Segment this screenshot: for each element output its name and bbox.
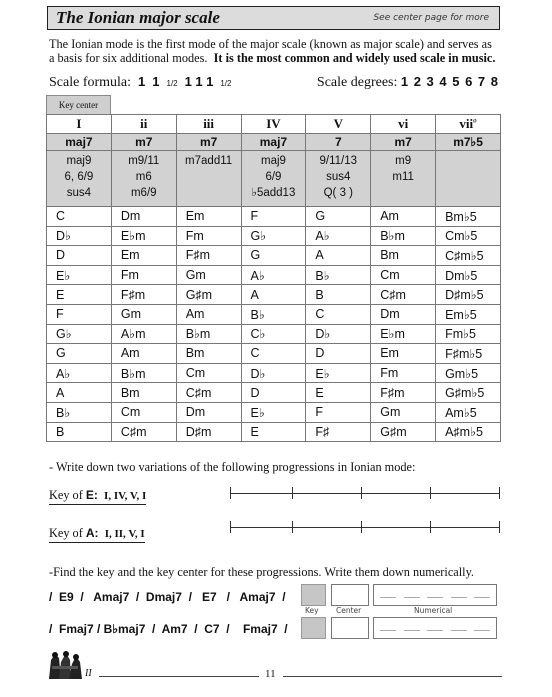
timeline-tick (292, 521, 293, 533)
chord-cell: Em♭5 (436, 304, 501, 324)
chord-cell: F♯m♭5 (436, 344, 501, 364)
chord-cell: Cm (371, 265, 436, 285)
chord-cell: A♯m♭5 (436, 422, 501, 442)
timeline-tick (499, 521, 500, 533)
degree-header (47, 115, 112, 134)
degree-header (371, 115, 436, 134)
chord-cell: A (306, 246, 371, 266)
alternates-cell (436, 151, 501, 207)
step-half: 1/2 (166, 79, 178, 88)
degree-header (241, 115, 306, 134)
table-row (47, 344, 501, 364)
timeline-line (230, 493, 500, 494)
chord-cell: D♭ (241, 363, 306, 383)
chord-cell: Gm (371, 402, 436, 422)
chord-cell: Bm (176, 344, 241, 364)
numerical-answer-box[interactable] (373, 584, 497, 606)
key-label: Key (305, 606, 319, 615)
chord-cell: A (47, 383, 112, 403)
chord-cell: G (47, 344, 112, 364)
degree-numeral: ii (140, 116, 148, 131)
chord-cell: E (306, 383, 371, 403)
chord-cell: E (241, 422, 306, 442)
timeline-tick (361, 521, 362, 533)
chord-cell: B♭m (176, 324, 241, 344)
intro-paragraph (49, 37, 499, 65)
timeline-tick (361, 487, 362, 499)
chord-cell: C♭ (241, 324, 306, 344)
timeline-tick (430, 487, 431, 499)
chord-cell: G (306, 207, 371, 227)
progression-chords: I, IV, V, I (104, 490, 147, 502)
chord-cell: Gm (176, 265, 241, 285)
guitarist-logo-icon (47, 650, 83, 680)
intro-text: The Ionian mode is the first mode of the major scale (known as major scale) and serves as a basis for six additional modes. (49, 37, 492, 65)
chord-cell: C♯m (111, 422, 176, 442)
table-row (47, 363, 501, 383)
chord-cell: D♭ (306, 324, 371, 344)
center-answer-box[interactable] (331, 584, 369, 606)
chord-cell: E (47, 285, 112, 305)
degree-header (306, 115, 371, 134)
chord-cell: Cm (176, 363, 241, 383)
chord-cell: Dm (111, 207, 176, 227)
answer-timeline[interactable] (230, 521, 500, 533)
chord-cell: A♭ (47, 363, 112, 383)
alternates-row (47, 151, 501, 207)
alt-line: m9/11 (128, 155, 160, 167)
chord-cell: Fm (176, 226, 241, 246)
degree-numeral: I (76, 116, 82, 131)
table-row (47, 207, 501, 227)
chord-cell: G♭ (241, 226, 306, 246)
chord-progression-2: / Fmaj7 / B♭maj7 / Am7 / C7 / Fmaj7 / (49, 622, 288, 636)
numerical-answer-box[interactable] (373, 617, 497, 639)
table-row (47, 324, 501, 344)
chord-cell: E♭ (47, 265, 112, 285)
footer-rule (283, 676, 502, 677)
chord-cell: C (306, 304, 371, 324)
chord-cell: E♭m (371, 324, 436, 344)
chord-cell: C♯m♭5 (436, 246, 501, 266)
answer-timeline[interactable] (230, 487, 500, 499)
alt-line: m7add11 (185, 155, 233, 167)
formula-row (49, 74, 499, 91)
chord-cell: Em (111, 246, 176, 266)
scale-degrees (317, 74, 499, 91)
chord-cell: D♯m♭5 (436, 285, 501, 305)
chord-cell: D (306, 344, 371, 364)
alt-line: maj9 (66, 155, 92, 167)
chord-progression-1: / E9 / Amaj7 / Dmaj7 / E7 / Amaj7 / (49, 590, 286, 604)
chord-cell: F (47, 304, 112, 324)
section-numeral: II (85, 668, 92, 679)
key-center-label: Key center (46, 95, 111, 114)
chord-cell: C♯m (371, 285, 436, 305)
degree-header-row (47, 115, 501, 134)
chord-cell: C♯m (176, 383, 241, 403)
alt-line: Q( 3 ) (323, 187, 353, 199)
chord-rows (47, 207, 501, 442)
chord-cell: D♭ (47, 226, 112, 246)
chord-cell: B♭ (241, 304, 306, 324)
center-label: Center (336, 606, 362, 615)
alt-line: ♭5add13 (251, 187, 296, 199)
timeline-tick (430, 521, 431, 533)
key-name: A: (85, 526, 99, 540)
chord-cell: D (241, 383, 306, 403)
chord-cell: G♯m♭5 (436, 383, 501, 403)
header-note: See center page for more (373, 13, 489, 23)
alternates-cell (371, 151, 436, 207)
table-row (47, 383, 501, 403)
chord-cell: F (241, 207, 306, 227)
quality-cell: m7 (111, 134, 176, 151)
degree-header (111, 115, 176, 134)
step: 1 (206, 74, 214, 89)
alt-line: 6, 6/9 (64, 171, 94, 183)
degree-header (176, 115, 241, 134)
alt-line: sus4 (326, 171, 351, 183)
chord-cell: G (241, 246, 306, 266)
table-row (47, 265, 501, 285)
timeline-tick (230, 487, 231, 499)
degree-numeral: vi (398, 116, 409, 131)
progression-label-e (49, 488, 146, 505)
chord-cell: Em (371, 344, 436, 364)
chord-cell: A♭ (241, 265, 306, 285)
chord-cell: B (306, 285, 371, 305)
quality-cell: 7 (306, 134, 371, 151)
scale-degrees-values: 1 2 3 4 5 6 7 8 (400, 74, 499, 89)
chord-cell: Am (371, 207, 436, 227)
chord-cell: E♭ (241, 402, 306, 422)
quality-row (47, 134, 501, 151)
degree-numeral: iii (203, 116, 215, 131)
chord-cell: Cm♭5 (436, 226, 501, 246)
chord-cell: Gm (111, 304, 176, 324)
key-answer-box[interactable] (301, 617, 326, 639)
chord-cell: D♯m (176, 422, 241, 442)
quality-cell: m7 (371, 134, 436, 151)
chord-cell: G♯m (176, 285, 241, 305)
scale-formula (49, 74, 231, 91)
scale-formula-label: Scale formula: (49, 75, 132, 90)
timeline-line (230, 527, 500, 528)
step: 1 (152, 74, 160, 89)
exercise-1-instruction: - Write down two variations of the following progressions in Ionian mode: (49, 460, 416, 474)
progression-label-a (49, 526, 145, 543)
alternates-cell (47, 151, 112, 207)
step-half: 1/2 (220, 79, 232, 88)
chord-cell: C (47, 207, 112, 227)
alternates-cell (176, 151, 241, 207)
table-row (47, 304, 501, 324)
chord-cell: B♭ (306, 265, 371, 285)
chord-cell: B♭m (371, 226, 436, 246)
chord-cell: Dm♭5 (436, 265, 501, 285)
step: 1 (138, 74, 146, 89)
chord-cell: Dm (176, 402, 241, 422)
timeline-tick (292, 487, 293, 499)
degree-numeral: IV (266, 116, 281, 131)
chord-cell: Gm♭5 (436, 363, 501, 383)
timeline-tick (230, 521, 231, 533)
alt-line: m6/9 (130, 187, 157, 199)
progression-chords: I, II, V, I (104, 528, 145, 540)
numerical-label: Numerical (414, 606, 453, 615)
timeline-tick (499, 487, 500, 499)
chord-cell: E♭ (306, 363, 371, 383)
table-row (47, 226, 501, 246)
quality-cell: maj7 (47, 134, 112, 151)
numerical-blanks (380, 630, 490, 631)
chord-cell: Bm (371, 246, 436, 266)
step: 1 (195, 74, 203, 89)
page-footer (47, 648, 502, 682)
key-name: E: (85, 488, 98, 502)
degree-header (436, 115, 501, 134)
chord-cell: Fm♭5 (436, 324, 501, 344)
chord-cell: B♭ (47, 402, 112, 422)
page-title: The Ionian major scale (56, 8, 220, 27)
table-row (47, 422, 501, 442)
alt-line: m9 (395, 155, 412, 167)
footer-rule (99, 676, 259, 677)
degree-numeral: V (333, 116, 343, 131)
chord-cell: F (306, 402, 371, 422)
degree-sup: ø (473, 116, 477, 125)
alt-line: maj9 (260, 155, 286, 167)
scale-degrees-label: Scale degrees: (316, 75, 398, 90)
chord-cell: G♭ (47, 324, 112, 344)
exercise-2-instruction: -Find the key and the key center for these progressions. Write them down numerically. (49, 565, 474, 579)
key-of-text: Key of (49, 526, 83, 540)
step: 1 (184, 74, 192, 89)
quality-cell: m7♭5 (436, 134, 501, 151)
intro-bold-text: It is the most common and widely used scale in music. (213, 51, 496, 65)
chord-cell: Am (176, 304, 241, 324)
chord-cell: Cm (111, 402, 176, 422)
chord-cell: Fm (111, 265, 176, 285)
chord-cell: Am (111, 344, 176, 364)
chord-cell: F♯ (306, 422, 371, 442)
chord-cell: Am♭5 (436, 402, 501, 422)
chord-cell: Em (176, 207, 241, 227)
alt-line: 6/9 (265, 171, 282, 183)
chord-cell: B (47, 422, 112, 442)
alternates-cell (111, 151, 176, 207)
chord-cell: Bm♭5 (436, 207, 501, 227)
table-row (47, 285, 501, 305)
alt-line: sus4 (66, 187, 92, 199)
center-answer-box[interactable] (331, 617, 369, 639)
table-row (47, 246, 501, 266)
degree-numeral: vii (459, 116, 474, 131)
alt-line: m11 (392, 171, 414, 183)
quality-cell: maj7 (241, 134, 306, 151)
chord-cell: B♭m (111, 363, 176, 383)
table-row (47, 402, 501, 422)
chord-cell: Bm (111, 383, 176, 403)
page-header (47, 6, 500, 30)
alternates-cell (241, 151, 306, 207)
alt-line: 9/11/13 (319, 155, 358, 167)
chord-cell: A♭ (306, 226, 371, 246)
key-answer-box[interactable] (301, 584, 326, 606)
chord-cell: G♯m (371, 422, 436, 442)
chord-cell: A (241, 285, 306, 305)
chord-table (46, 114, 501, 442)
page-number: 11 (265, 668, 276, 680)
chord-cell: F♯m (111, 285, 176, 305)
chord-cell: D (47, 246, 112, 266)
quality-cell: m7 (176, 134, 241, 151)
alternates-cell (306, 151, 371, 207)
chord-cell: Dm (371, 304, 436, 324)
numerical-blanks (380, 597, 490, 598)
key-of-text: Key of (49, 488, 83, 502)
chord-cell: A♭m (111, 324, 176, 344)
chord-cell: C (241, 344, 306, 364)
chord-cell: F♯m (371, 383, 436, 403)
chord-cell: F♯m (176, 246, 241, 266)
chord-cell: Fm (371, 363, 436, 383)
chord-cell: E♭m (111, 226, 176, 246)
alt-line: m6 (135, 171, 152, 183)
